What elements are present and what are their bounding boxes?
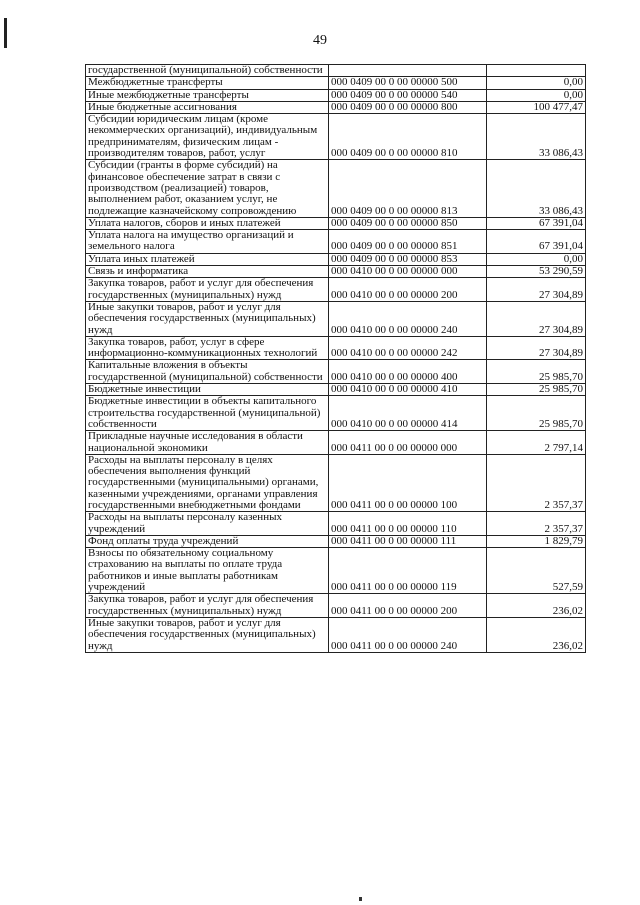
amount-cell: 2 797,14 [487,431,586,455]
amount-cell: 25 985,70 [487,360,586,384]
expense-name-cell: Иные бюджетные ассигнования [86,101,329,113]
table-row [86,253,586,265]
budget-code-cell: 000 0410 00 0 00 00000 242 [329,336,487,360]
expense-name-cell: Прикладные научные исследования в области национальной экономики [86,431,329,455]
budget-code-cell: 000 0409 00 0 00 00000 851 [329,230,487,254]
budget-code-cell: 000 0410 00 0 00 00000 240 [329,301,487,336]
expense-name-cell: Иные закупки товаров, работ и услуг для обеспечения государственных (муниципальных) нужд [86,301,329,336]
table-row [86,101,586,113]
expense-name-cell: Бюджетные инвестиции в объекты капитального строительства государственной (муниципальной) собственности [86,396,329,431]
table-row [86,594,586,618]
budget-code-cell: 000 0410 00 0 00 00000 200 [329,278,487,302]
expense-name-cell: Капитальные вложения в объекты государственной (муниципальной) собственности [86,360,329,384]
budget-code-cell [329,65,487,77]
scan-dot-mark [359,897,362,901]
budget-code-cell: 000 0411 00 0 00 00000 200 [329,594,487,618]
amount-cell: 67 391,04 [487,217,586,229]
table-row [86,535,586,547]
budget-code-cell: 000 0411 00 0 00 00000 240 [329,617,487,652]
table-row [86,360,586,384]
amount-cell: 2 357,37 [487,454,586,511]
amount-cell: 27 304,89 [487,301,586,336]
budget-code-cell: 000 0409 00 0 00 00000 850 [329,217,487,229]
budget-code-cell: 000 0409 00 0 00 00000 810 [329,114,487,160]
budget-code-cell: 000 0409 00 0 00 00000 813 [329,160,487,217]
amount-cell: 0,00 [487,253,586,265]
amount-cell: 236,02 [487,617,586,652]
table-row [86,77,586,89]
expense-name-cell: Фонд оплаты труда учреждений [86,535,329,547]
table-row [86,336,586,360]
budget-code-cell: 000 0410 00 0 00 00000 000 [329,266,487,278]
expense-name-cell: Расходы на выплаты персоналу в целях обеспечения выполнения функций государственными (муниципальными) органами, казенными учреждениями, органами управления государственными внебюджетными фондами [86,454,329,511]
expense-name-cell: Субсидии юридическим лицам (кроме некоммерческих организаций), индивидуальным предпринимателям, физическим лицам - производителям товаров, работ, услуг [86,114,329,160]
budget-code-cell: 000 0409 00 0 00 00000 540 [329,89,487,101]
amount-cell: 0,00 [487,89,586,101]
budget-code-cell: 000 0410 00 0 00 00000 414 [329,396,487,431]
table-row [86,217,586,229]
amount-cell: 33 086,43 [487,114,586,160]
amount-cell: 27 304,89 [487,278,586,302]
amount-cell: 33 086,43 [487,160,586,217]
amount-cell: 2 357,37 [487,512,586,536]
amount-cell: 0,00 [487,77,586,89]
expense-name-cell: Бюджетные инвестиции [86,384,329,396]
budget-code-cell: 000 0410 00 0 00 00000 400 [329,360,487,384]
amount-cell: 53 290,59 [487,266,586,278]
expense-name-cell: Закупка товаров, работ и услуг для обеспечения государственных (муниципальных) нужд [86,594,329,618]
amount-cell: 25 985,70 [487,396,586,431]
amount-cell: 25 985,70 [487,384,586,396]
budget-code-cell: 000 0411 00 0 00 00000 110 [329,512,487,536]
budget-code-cell: 000 0410 00 0 00 00000 410 [329,384,487,396]
expense-name-cell: Иные закупки товаров, работ и услуг для обеспечения государственных (муниципальных) нужд [86,617,329,652]
table-row [86,266,586,278]
expense-name-cell: Межбюджетные трансферты [86,77,329,89]
table-row [86,384,586,396]
budget-code-cell: 000 0409 00 0 00 00000 853 [329,253,487,265]
table-row [86,454,586,511]
table-row [86,278,586,302]
table-row [86,431,586,455]
expense-name-cell: Расходы на выплаты персоналу казенных учреждений [86,512,329,536]
expense-name-cell: Взносы по обязательному социальному страхованию на выплаты по оплате труда работников и иные выплаты работникам учреждений [86,548,329,594]
budget-code-cell: 000 0411 00 0 00 00000 100 [329,454,487,511]
budget-code-cell: 000 0411 00 0 00 00000 000 [329,431,487,455]
table-row [86,396,586,431]
table-row [86,548,586,594]
budget-table [85,64,586,653]
table-row [86,65,586,77]
amount-cell: 1 829,79 [487,535,586,547]
expense-name-cell: государственной (муниципальной) собственности [86,65,329,77]
budget-code-cell: 000 0409 00 0 00 00000 800 [329,101,487,113]
amount-cell: 27 304,89 [487,336,586,360]
expense-name-cell: Связь и информатика [86,266,329,278]
expense-name-cell: Субсидии (гранты в форме субсидий) на финансовое обеспечение затрат в связи с производством (реализацией) товаров, выполнением работ, оказанием услуг, не подлежащие казначейскому сопровождению [86,160,329,217]
expense-name-cell: Закупка товаров, работ и услуг для обеспечения государственных (муниципальных) нужд [86,278,329,302]
table-row [86,617,586,652]
table-row [86,89,586,101]
budget-table-body [86,65,586,653]
amount-cell: 236,02 [487,594,586,618]
amount-cell: 527,59 [487,548,586,594]
page-number: 49 [313,33,327,48]
amount-cell: 100 477,47 [487,101,586,113]
expense-name-cell: Уплата налога на имущество организаций и земельного налога [86,230,329,254]
table-row [86,160,586,217]
amount-cell: 67 391,04 [487,230,586,254]
table-row [86,512,586,536]
expense-name-cell: Закупка товаров, работ, услуг в сфере информационно-коммуникационных технологий [86,336,329,360]
table-row [86,230,586,254]
expense-name-cell: Уплата налогов, сборов и иных платежей [86,217,329,229]
budget-code-cell: 000 0411 00 0 00 00000 119 [329,548,487,594]
table-row [86,301,586,336]
expense-name-cell: Уплата иных платежей [86,253,329,265]
expense-name-cell: Иные межбюджетные трансферты [86,89,329,101]
amount-cell [487,65,586,77]
table-row [86,114,586,160]
budget-code-cell: 000 0411 00 0 00 00000 111 [329,535,487,547]
budget-code-cell: 000 0409 00 0 00 00000 500 [329,77,487,89]
